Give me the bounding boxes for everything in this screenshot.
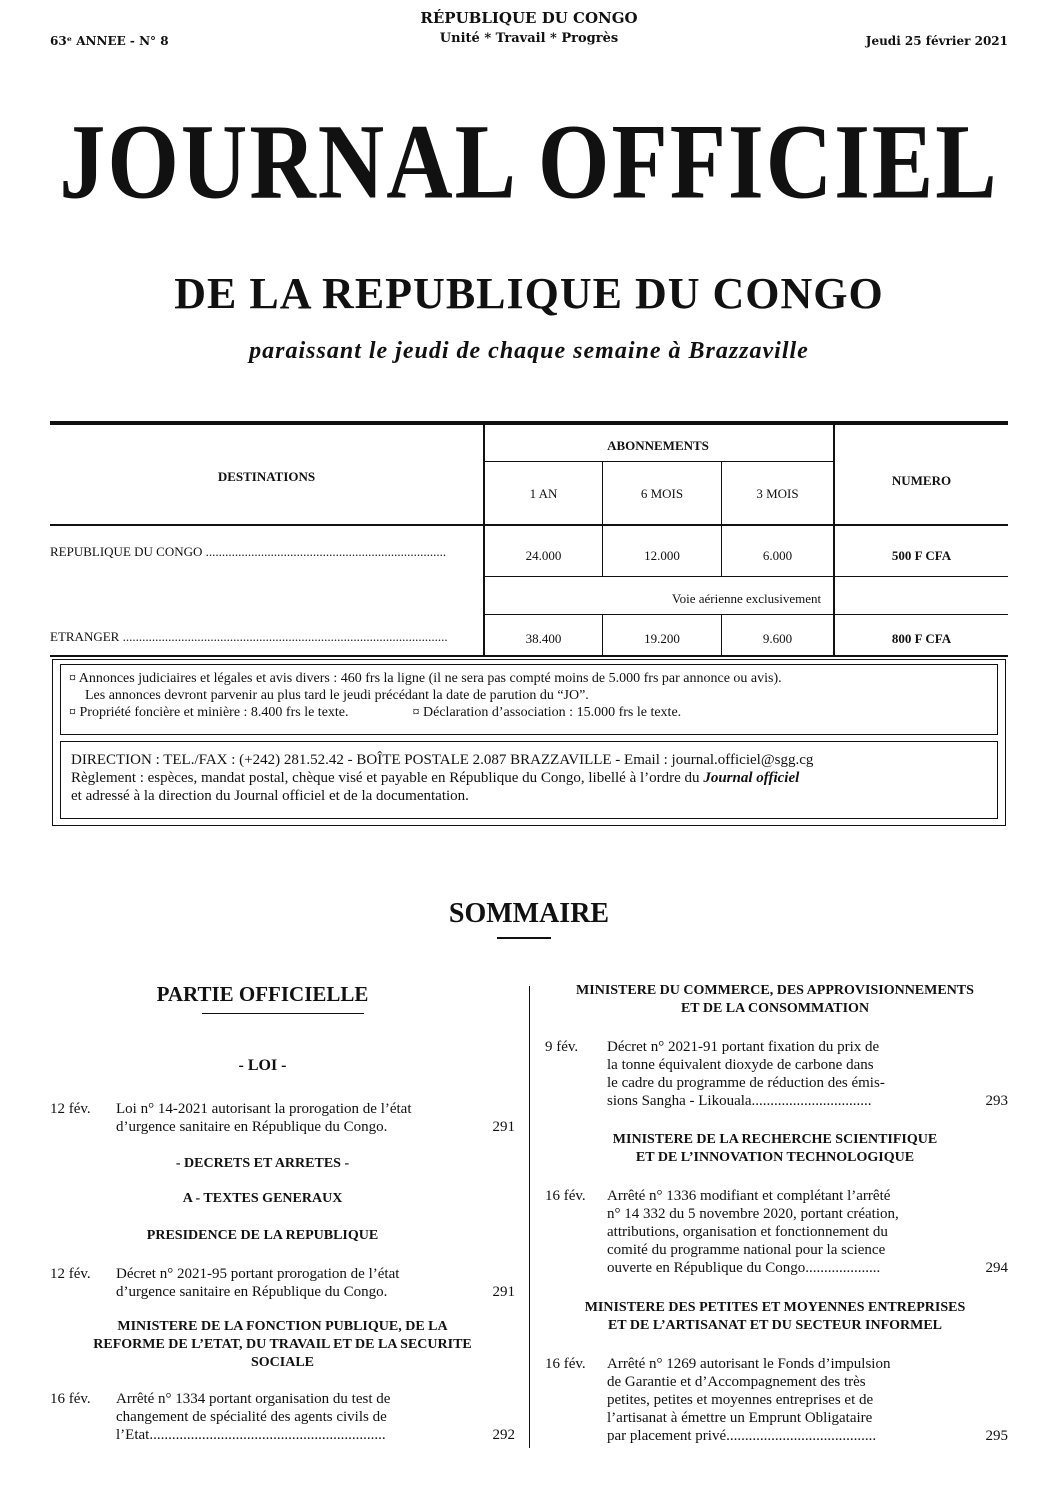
heading-line: MINISTERE DU COMMERCE, DES APPROVISIONNEMENTS xyxy=(576,983,974,998)
air-mail-note: Voie aérienne exclusivement xyxy=(671,591,822,606)
toc-line: la tonne équivalent dioxyde de carbone dans xyxy=(607,1057,874,1073)
table-hline xyxy=(483,576,1008,577)
toc-line: d’urgence sanitaire en République du Congo. xyxy=(116,1119,388,1135)
partie-rule xyxy=(202,1013,364,1014)
period-header: 1 AN xyxy=(529,486,558,501)
decrets-heading: - DECRETS ET ARRETES - xyxy=(175,1156,350,1171)
journal-subtitle: DE LA REPUBLIQUE DU CONGO xyxy=(174,269,884,318)
column-separator xyxy=(529,986,530,1448)
toc-line: comité du programme national pour la science xyxy=(607,1242,886,1258)
heading-line: SOCIALE xyxy=(250,1355,315,1370)
toc-line: l’artisanat à émettre un Emprunt Obligataire xyxy=(607,1410,873,1426)
notice-line: ¤ Annonces judiciaires et légales et avis divers : 460 frs la ligne (il ne sera pas compté moins de 5.000 frs par annonce ou avis). xyxy=(69,671,782,686)
table-bottom-rule xyxy=(50,655,1008,657)
journal-tagline: paraissant le jeudi de chaque semaine à Brazzaville xyxy=(249,338,809,364)
toc-date: 9 fév. xyxy=(545,1039,579,1055)
toc-page: 291 xyxy=(492,1119,515,1135)
table-top-rule xyxy=(50,421,1008,425)
toc-line: par placement privé........................................ xyxy=(607,1428,877,1444)
republic-heading: RÉPUBLIQUE DU CONGO xyxy=(420,9,638,27)
toc-date: 12 fév. xyxy=(50,1266,91,1282)
period-header: 3 MOIS xyxy=(756,486,799,501)
toc-entry-arrete-1336[interactable] xyxy=(545,1187,1008,1281)
toc-line: Décret n° 2021-91 portant fixation du prix de xyxy=(607,1039,880,1055)
issue-number: 63ᵉ ANNEE - N° 8 xyxy=(50,34,169,48)
heading-line: ET DE LA CONSOMMATION xyxy=(680,1001,870,1016)
heading-line: ET DE L’INNOVATION TECHNOLOGIQUE xyxy=(635,1150,915,1165)
notices-box xyxy=(60,664,998,735)
toc-line: l’Etat............................................................... xyxy=(116,1427,386,1443)
toc-date: 16 fév. xyxy=(50,1391,91,1407)
notice-association: ¤ Déclaration d’association : 15.000 frs le texte. xyxy=(412,705,682,720)
toc-date: 16 fév. xyxy=(545,1356,586,1372)
notice-fonciere: ¤ Propriété foncière et minière : 8.400 frs le texte. xyxy=(69,705,349,720)
heading-line: ET DE L’ARTISANAT ET DU SECTEUR INFORMEL xyxy=(607,1318,943,1333)
table-vline xyxy=(483,421,485,657)
numero-header: NUMERO xyxy=(891,473,952,488)
toc-line: Arrêté n° 1334 portant organisation du test de xyxy=(116,1391,391,1407)
sommaire-rule xyxy=(497,937,551,939)
rate-value: 24.000 xyxy=(525,548,562,563)
presidence-heading: PRESIDENCE DE LA REPUBLIQUE xyxy=(146,1228,379,1243)
toc-line: sions Sangha - Likouala................................ xyxy=(607,1093,872,1109)
heading-line: MINISTERE DE LA FONCTION PUBLIQUE, DE LA xyxy=(117,1319,448,1334)
toc-page: 293 xyxy=(985,1093,1008,1109)
toc-text xyxy=(607,1355,952,1445)
toc-date: 12 fév. xyxy=(50,1101,91,1117)
contact-line: et adressé à la direction du Journal officiel et de la documentation. xyxy=(71,788,469,804)
rate-value: 12.000 xyxy=(644,548,680,563)
toc-text xyxy=(116,1100,456,1136)
loi-heading: - LOI - xyxy=(238,1057,287,1074)
toc-entry-decret-91[interactable] xyxy=(545,1038,1008,1114)
heading-line: MINISTERE DES PETITES ET MOYENNES ENTREPRISES xyxy=(584,1300,966,1315)
toc-page: 292 xyxy=(492,1427,515,1443)
toc-line: ouverte en République du Congo.................... xyxy=(607,1260,881,1276)
numero-price: 500 F CFA xyxy=(891,548,952,563)
rate-value: 19.200 xyxy=(644,631,680,646)
contact-box xyxy=(60,741,998,819)
commerce-heading xyxy=(540,982,1010,1018)
numero-price: 800 F CFA xyxy=(891,631,952,646)
journal-title: JOURNAL OFFICIEL xyxy=(59,102,999,221)
toc-line: attributions, organisation et fonctionnement du xyxy=(607,1224,888,1240)
recherche-heading xyxy=(540,1131,1010,1167)
contact-line: DIRECTION : TEL./FAX : (+242) 281.52.42 - BOÎTE POSTALE 2.087 BRAZZAVILLE - Email : journal.officiel@sgg.cg xyxy=(71,752,814,768)
sommaire-title: SOMMAIRE xyxy=(448,898,610,929)
abonnements-header: ABONNEMENTS xyxy=(607,438,709,453)
rate-value: 6.000 xyxy=(762,548,793,563)
destinations-header: DESTINATIONS xyxy=(217,469,316,484)
toc-line: le cadre du programme de réduction des émis- xyxy=(607,1075,885,1091)
toc-text xyxy=(607,1038,952,1110)
partie-officielle-heading: PARTIE OFFICIELLE xyxy=(156,982,369,1006)
toc-line: Décret n° 2021-95 portant prorogation de l’état xyxy=(116,1266,400,1282)
toc-line: changement de spécialité des agents civils de xyxy=(116,1409,387,1425)
contact-line xyxy=(71,769,987,787)
motto: Unité * Travail * Progrès xyxy=(439,31,619,46)
heading-line: REFORME DE L’ETAT, DU TRAVAIL ET DE LA SECURITE xyxy=(93,1337,472,1352)
destination-etranger: ETRANGER .................................................................................................... xyxy=(50,629,448,644)
toc-line: Arrêté n° 1336 modifiant et complétant l’arrêté xyxy=(607,1188,891,1204)
rate-value: 38.400 xyxy=(525,631,562,646)
toc-page: 291 xyxy=(492,1284,515,1300)
pme-heading xyxy=(540,1299,1010,1335)
destination-congo: REPUBLIQUE DU CONGO .......................................................................... xyxy=(50,544,447,559)
toc-entry-decret-95[interactable] xyxy=(50,1265,515,1305)
table-header-rule xyxy=(50,524,1008,526)
toc-text xyxy=(116,1390,456,1444)
fonction-publique-heading xyxy=(50,1318,515,1372)
toc-entry-loi[interactable] xyxy=(50,1100,515,1140)
notice-line: Les annonces devront parvenir au plus tard le jeudi précédant la date de parution du “JO”. xyxy=(85,688,589,703)
textes-generaux-heading: A - TEXTES GENERAUX xyxy=(182,1191,343,1206)
toc-line: Arrêté n° 1269 autorisant le Fonds d’impulsion xyxy=(607,1356,891,1372)
issue-date: Jeudi 25 février 2021 xyxy=(865,34,1008,48)
toc-line: Loi n° 14-2021 autorisant la prorogation de l’état xyxy=(116,1101,412,1117)
toc-entry-arrete-1269[interactable] xyxy=(545,1355,1008,1449)
period-header: 6 MOIS xyxy=(640,486,684,501)
toc-text xyxy=(116,1265,456,1301)
table-hline xyxy=(483,614,1008,615)
notice-line xyxy=(69,704,989,721)
toc-page: 294 xyxy=(985,1260,1008,1276)
table-vline xyxy=(833,421,835,657)
rate-value: 9.600 xyxy=(762,631,793,646)
toc-entry-arrete-1334[interactable] xyxy=(50,1390,515,1448)
subscription-rate-table xyxy=(50,421,1008,657)
toc-line: petites, petites et moyennes entreprises et de xyxy=(607,1392,874,1408)
toc-page: 295 xyxy=(985,1428,1008,1444)
toc-line: de Garantie et d’Accompagnement des très xyxy=(607,1374,866,1390)
journal-name-em: Journal officiel xyxy=(703,770,800,786)
toc-line: d’urgence sanitaire en République du Congo. xyxy=(116,1284,388,1300)
heading-line: MINISTERE DE LA RECHERCHE SCIENTIFIQUE xyxy=(612,1132,938,1147)
toc-text xyxy=(607,1187,952,1277)
table-hline xyxy=(483,461,833,462)
reglement-text: Règlement : espèces, mandat postal, chèque visé et payable en République du Congo, libellé à l’ordre du xyxy=(71,770,704,786)
toc-line: n° 14 332 du 5 novembre 2020, portant création, xyxy=(607,1206,899,1222)
toc-date: 16 fév. xyxy=(545,1188,586,1204)
